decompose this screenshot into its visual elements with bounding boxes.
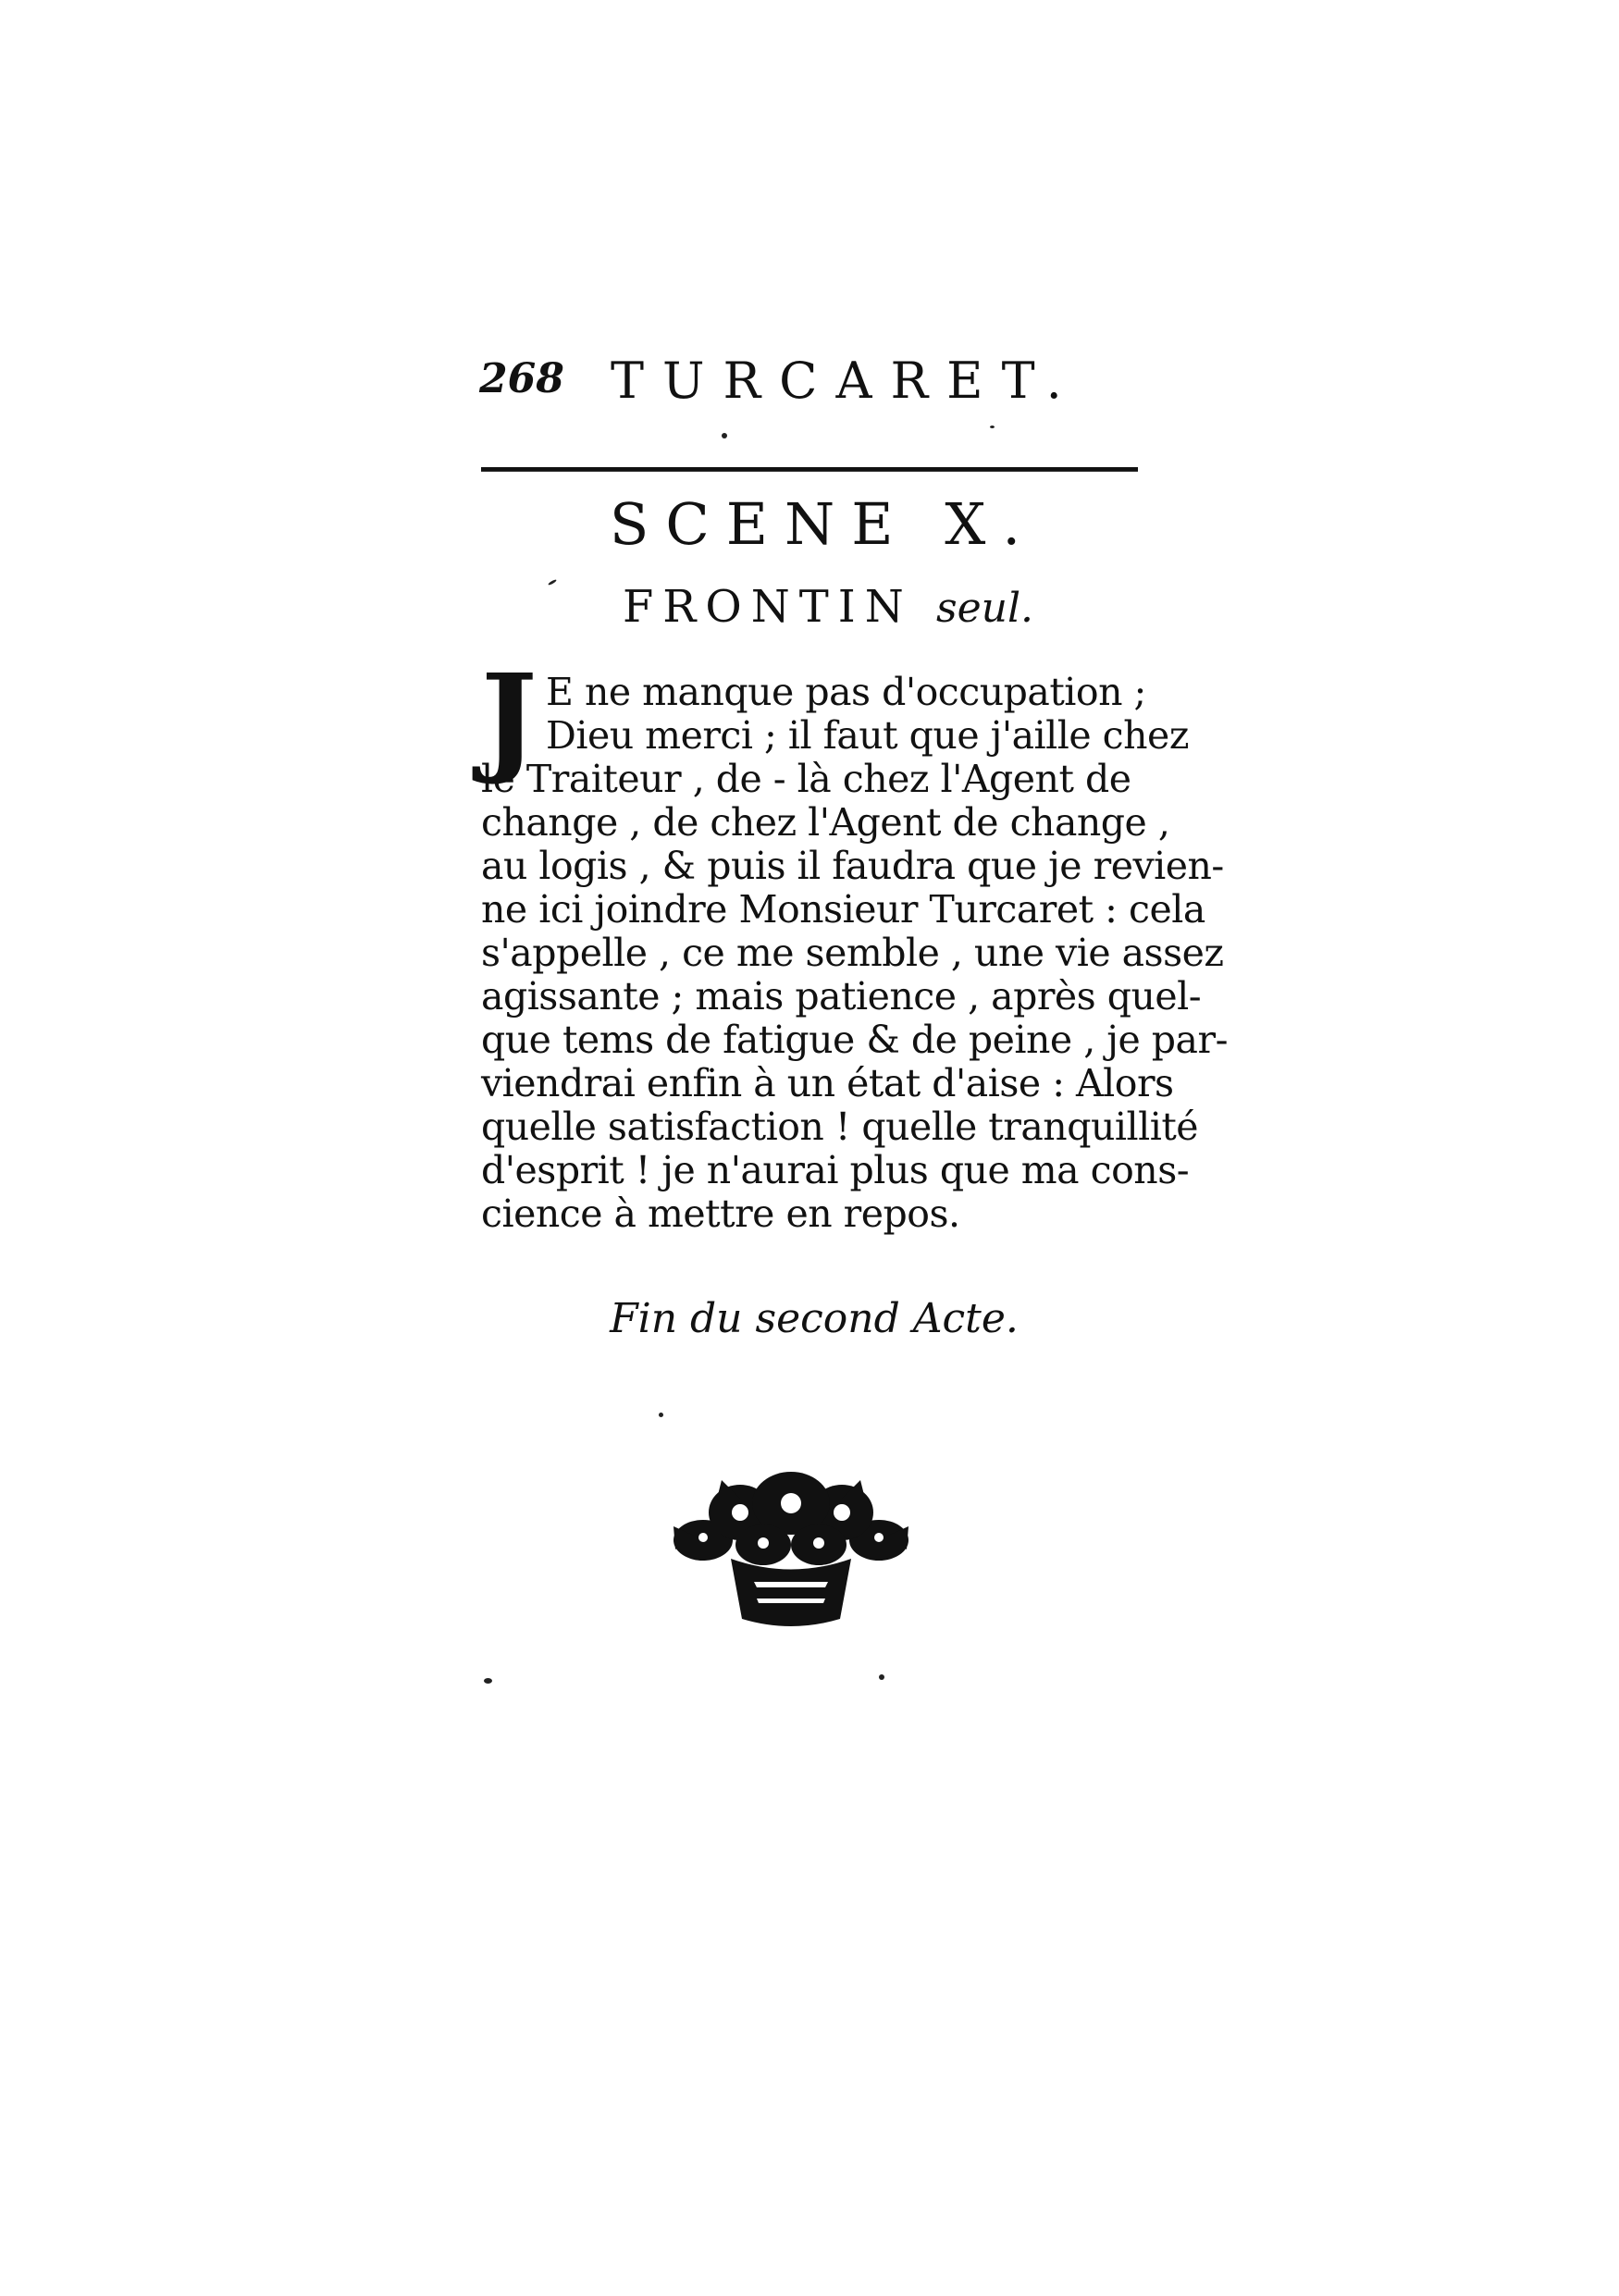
scene-heading: SCENE X.	[609, 490, 1038, 558]
stage-direction: seul.	[936, 585, 1034, 632]
running-title: TURCARET.	[611, 352, 1081, 410]
ink-speck	[990, 426, 995, 428]
end-of-act-note: Fin du second Acte.	[610, 1295, 1019, 1342]
speech-line: cience à mettre en repos.	[481, 1191, 960, 1236]
speech-line: d'esprit ! je n'aurai plus que ma cons-	[481, 1148, 1190, 1192]
ink-speck	[659, 1413, 663, 1417]
header-rule	[481, 467, 1138, 472]
speech-paragraph	[481, 649, 1228, 1236]
speech-line: le Traiteur , de - là chez l'Agent de	[481, 757, 1131, 801]
speech-line: agissante ; mais patience , après quel-	[481, 974, 1202, 1018]
page-number: 268	[479, 355, 564, 402]
speech-line: quelle satisfaction ! quelle tranquillité	[481, 1105, 1199, 1149]
speaker-line	[0, 581, 1619, 633]
drop-cap: J	[481, 649, 538, 788]
speech-line: change , de chez l'Agent de change ,	[481, 800, 1170, 845]
ink-speck	[484, 1678, 492, 1684]
speech-line: s'appelle , ce me semble , une vie assez	[481, 931, 1224, 975]
fleuron-basket-icon	[666, 1471, 916, 1633]
speaker-name: FRONTIN	[622, 581, 913, 633]
speech-line: Dieu merci ; il faut que j'aille chez	[546, 713, 1189, 758]
speech-line: viendrai enfin à un état d'aise : Alors	[481, 1061, 1174, 1105]
speech-line: ne ici joindre Monsieur Turcaret : cela	[481, 887, 1205, 932]
speech-line: que tems de fatigue & de peine , je par-	[481, 1018, 1228, 1062]
speech-line: E ne manque pas d'occupation ;	[546, 670, 1146, 714]
speech-line: au logis , & puis il faudra que je revien-	[481, 844, 1224, 888]
ink-speck	[879, 1674, 884, 1680]
ink-speck	[722, 433, 727, 438]
